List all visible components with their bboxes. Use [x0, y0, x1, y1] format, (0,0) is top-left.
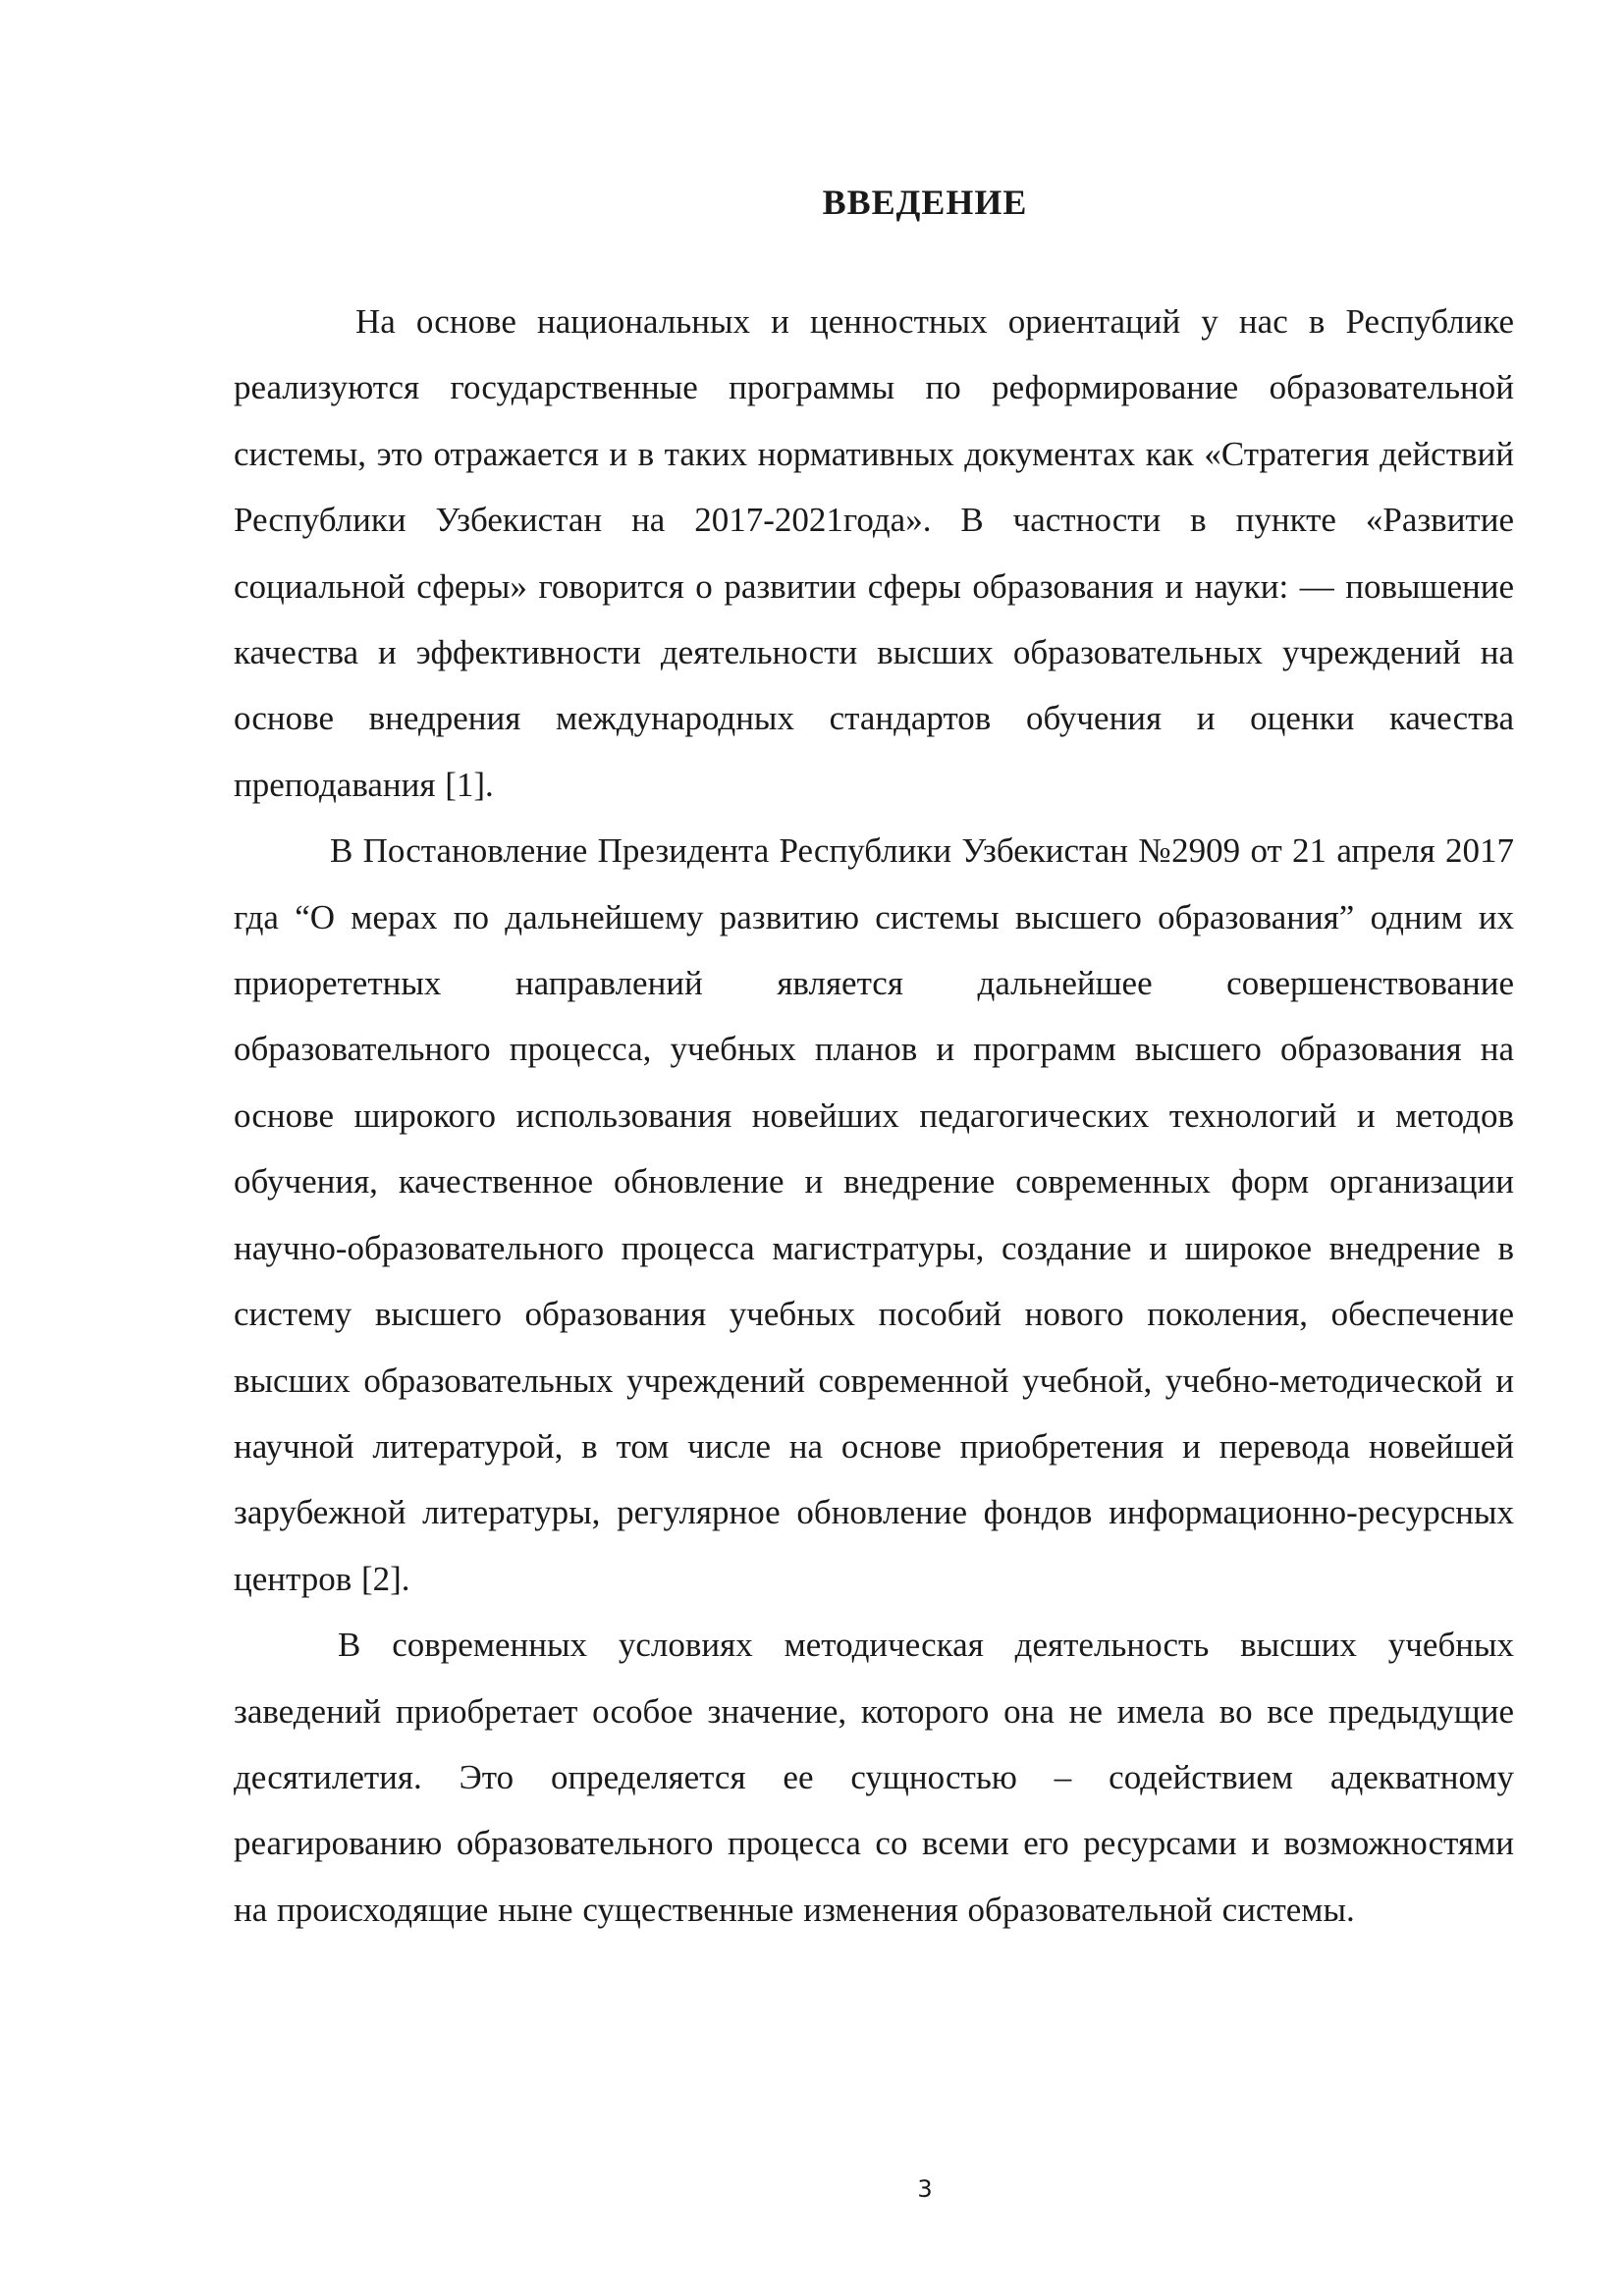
paragraph-methodology: В современных условиях методическая деятельность высших учебных заведений приобретает особое значение, которого она не имела во все предыдущие десятилетия. Это определяется ее сущностью – содействием адекватному реагированию образовательного процесса со всеми его ресурсами и возможностями на происходящие ныне существенные изменения образовательной системы.: [234, 1626, 1514, 1929]
page-number: 3: [917, 2175, 933, 2203]
paragraph-intro: На основе национальных и ценностных ориентаций у нас в Республике реализуются государственные программы по реформирование образовательной системы, это отражается и в таких нормативных документах как «Стратегия действий Республики Узбекистан на 2017-2021года». В частности в пункте «Развитие социальной сферы» говорится о развитии сферы образования и науки: — повышение качества и эффективности деятельности высших образовательных учреждений на основе внедрения международных стандартов обучения и оценки качества преподавания [1].: [234, 302, 1514, 804]
paragraph-resolution: В Постановление Президента Республики Узбекистан №2909 от 21 апреля 2017 гда “О мерах по дальнейшему развитию системы высшего образования” одним их приорететных направлений является дальнейшее совершенствование образовательного процесса, учебных планов и программ высшего образования на основе широкого использования новейших педагогических технологий и методов обучения, качественное обновление и внедрение современных форм организации научно-образовательного процесса магистратуры, создание и широкое внедрение в систему высшего образования учебных пособий нового поколения, обеспечение высших образовательных учреждений современной учебной, учебно-методической и научной литературой, в том числе на основе приобретения и перевода новейшей зарубежной литературы, регулярное обновление фондов информационно-ресурсных центров [2].: [234, 831, 1514, 1598]
body-text: [234, 289, 1514, 1943]
page-title: ВВЕДЕНИЕ: [822, 183, 1028, 223]
